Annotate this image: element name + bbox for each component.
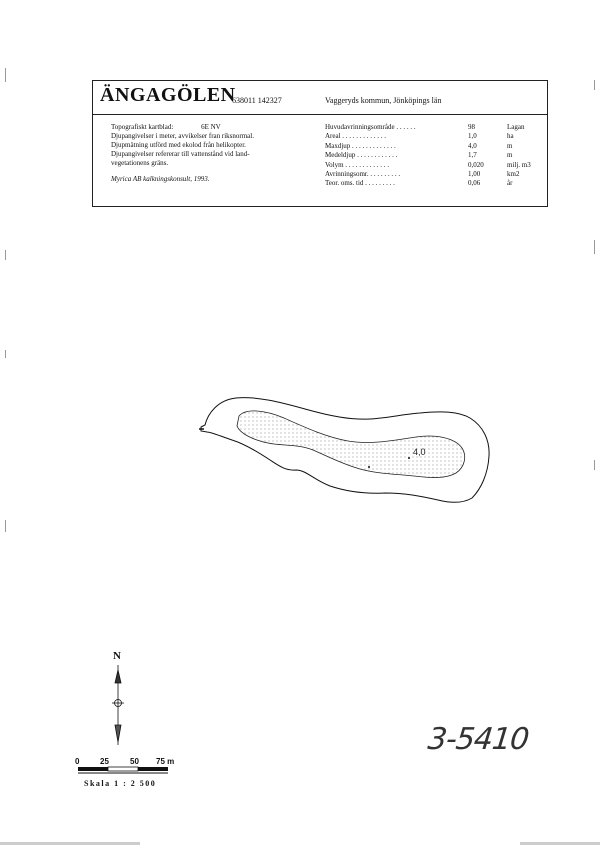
stat-label: Huvudavrinningsområde . . . . . .: [325, 123, 416, 131]
stat-value: 4,0: [468, 141, 477, 150]
scale-tick-label: 25: [100, 757, 109, 766]
note-line: Djupangivelser i meter, avvikelser fran riksnormal.: [111, 132, 254, 140]
scale-caption: Skala 1 : 2 500: [84, 779, 157, 788]
stat-label: Areal . . . . . . . . . . . . .: [325, 132, 387, 141]
stat-value: 98: [468, 123, 475, 131]
lake-coordinates: 638011 142327: [232, 96, 282, 105]
stat-unit: Lagan: [507, 123, 525, 131]
depth-point: [408, 457, 410, 459]
stat-value: 1,00: [468, 169, 481, 178]
north-arrow-icon: [112, 665, 124, 745]
topo-sheet-label: Topografiskt kartblad:: [111, 123, 174, 131]
handwritten-note: 3-5410: [426, 722, 531, 757]
stat-value: 1,7: [468, 151, 477, 160]
stat-label: Teor. oms. tid . . . . . . . . .: [325, 179, 395, 188]
north-label: N: [113, 650, 121, 662]
stat-unit: km2: [507, 169, 520, 178]
stat-unit: m: [507, 141, 513, 150]
stat-unit: år: [507, 179, 513, 188]
stat-value: 1,0: [468, 132, 477, 141]
stat-label: Volym . . . . . . . . . . . . .: [325, 160, 390, 169]
stat-value: 0,020: [468, 160, 484, 169]
topo-sheet-value: 6E NV: [201, 123, 221, 131]
scale-tick-label: 0: [75, 757, 80, 766]
stat-label: Medeldjup . . . . . . . . . . . .: [325, 151, 398, 160]
scale-tick-label: 75 m: [156, 757, 175, 766]
stat-unit: m: [507, 151, 513, 160]
credit-line: Myrica AB kalkningskonsult, 1993.: [111, 175, 210, 183]
stat-unit: ha: [507, 132, 514, 141]
depth-point: [368, 466, 370, 468]
stat-unit: milj. m3: [507, 160, 531, 169]
scale-tick-label: 50: [130, 757, 139, 766]
stat-value: 0,06: [468, 179, 481, 188]
scale-bar: [78, 767, 168, 773]
municipality: Vaggeryds kommun, Jönköpings län: [325, 96, 442, 105]
note-line: Djupmätning utförd med ekolod från helikopter.: [111, 141, 246, 149]
stat-label: Maxdjup . . . . . . . . . . . . .: [325, 141, 396, 150]
stat-label: Avrinningsomr. . . . . . . . . .: [325, 169, 401, 178]
max-depth-label: 4,0: [413, 447, 426, 457]
note-line: vegetationens gräns.: [111, 159, 169, 167]
note-line: Djupangivelser refererar till vattenstånd vid land-: [111, 150, 250, 158]
lake-name: ÄNGAGÖLEN: [100, 84, 236, 106]
